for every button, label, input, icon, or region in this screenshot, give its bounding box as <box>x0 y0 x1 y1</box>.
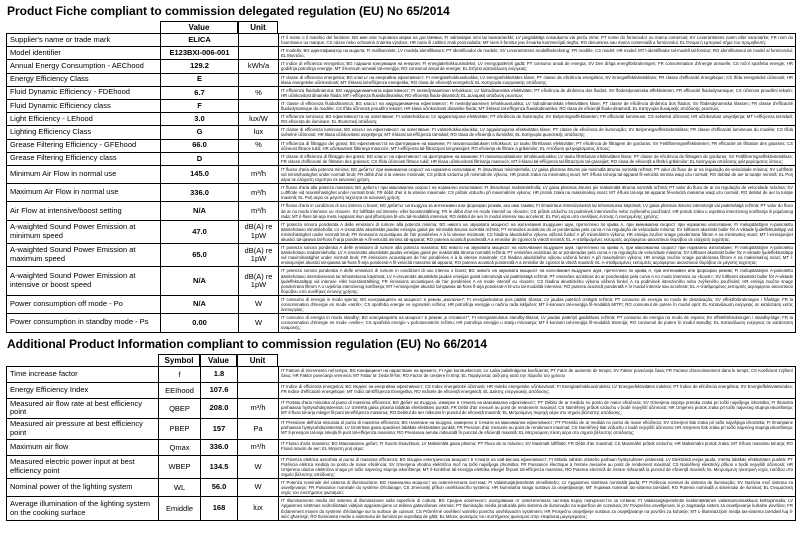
row-unit <box>239 99 279 112</box>
row-value: 145.0 <box>161 165 239 183</box>
row-translations: IT flusso d'aria in condizioni di uso intenso o boost; BG дебитът на въздуха за интензивен или форсиран режим, ако има такива; FI ilmavirtaus intensiivisessä tai tehostetussa käytössä; LV gaisa plūsmas ātrums intensīvajā vai paātrinātajā režīmā; PT valor do fluxo de ar no modo intensivo ou «boost»; SV luftflöde vid intensiv- eller boostinställning; FR le débit d'air en mode intensif ou «boost»; CS průtok vzduchu za podmínek intenzivního nebo zvýšeného používání; HR protok zraka u uvjetima intenzivnog korištenja ili pojačanog rada; MT il-fluss tal-arja meta l-apparat ikun qed jiffunzjona bl-użu tal-modalità intensiva; RO debitul de aer în modul intensiv sau accelerat; EL Ροή αέρα υπό συνθήκες έντονης ή ενισχυμένης χρήσης; <box>279 202 796 220</box>
row-translations: IT classe di efficienza energetica; BG класът на енергийна ефективност; FI energiatehokkuusluokka; LV energoefektivitātes klase; PT classe de eficiência energética; SV Energieffektivitetsklass; FR classe d'efficacité énergétique; CS třída energetické účinnosti; HR klasa energetske učinkovitosti; MT il-klassi tal-effiċjenza enerġetika; RO clasa de eficiență energetică; EL Κατηγορία ενεργειακής απόδοσης; <box>279 73 796 86</box>
row-label: Fluid Dynamic Efficiency - FDEhood <box>7 86 161 99</box>
row-label: Measured air flow rate at best efficiency point <box>7 398 159 419</box>
fiche-header-value: Value <box>160 21 238 34</box>
row-unit: Pa <box>238 419 279 440</box>
row-translations: IT Fattore di incremento nel tempo; BG Коефициент на нарастване на времето; FI Ajan korotuskerroin; LV Laika palielinājuma koeficients; PT Fator de aumento de tempo; SV Faktor povećanja časa; FR Facteur d'accroissement dans le temps; CS Koeficient zvýšení času; HR Faktor povećanja vremena; MT Fattur ta' żieda fil-ħin; RO Factor de creștere în timp; EL Παράγοντας αύξησης κατά την πάροδο του χρόνου <box>279 366 796 382</box>
table-row <box>7 314 796 332</box>
row-label: A-waighted Sound Power Emission at intensive or boost speed <box>7 267 161 295</box>
row-value: N/A <box>161 295 239 313</box>
row-label: Model identifier <box>7 47 161 60</box>
row-unit: % <box>239 139 279 152</box>
row-label: Grease Filtering Efficiency - GFEhood <box>7 139 161 152</box>
table-row <box>7 86 796 99</box>
row-translations: IT potenza sonora ponderata A delle emissioni di rumore alla potenza minima; BG нивото на звуковата мощност на излъчвания въздушен шум, претеглено по крива A, при минимална скорост при нормално използване; FI melupäästöjen A-painotettu äänitehotaso minimiteholla; LV A-izsvarotās akustiskās jaudas emisijas gaisā pie minimālā ātruma normālā režīmā; PT emissões acústicas do ar ponderadas pela curva A na regulação de velocidade mínima; SV luftburet akustiskt buller för A-viktade ljudeffektutsläpp vid minimihastighet under normalt bruk; FR émissions acoustiques de l'air pondérées A à la vitesse minimale; CS hladina akustického výkonu vážená funkcí A při minimálním výkonu; HR emisija zvučne snage ponderirana filtrom A na minimalnoj snazi; MT l-emissjonijiet akustiċi tal-qawwa tal-ħoss fl-arja ponderati-A fil-veloċità minima tal-apparat; RO puterea acustică ponderată A a emisiilor de zgomot la viteză minimă; EL Α-σταθμισμένες εκπομπές αερόφερτου ακουστικού θορύβου σε ελάχιστη ταχύτητα; <box>279 220 796 243</box>
row-translations: IT Portata d'aria misurata al punto di massima efficienza; BG Дебит на въздуха, измерен в точката на максимална ефективност; PT Débito de ar medido no ponto de maior eficiência; SV Izmerjena stopnja pretoka zraka pri točki najvišjega izkoristka; FI Ilmavirta parhaassa hyötysuhdepisteessä; LV Izmērītā gaisa plūsma labākās efektivitātes punktā; FR Débit d'air mesuré au point de rendement maximal; CS Naměřený průtok vzduchu v bodě nejvyšší účinnosti; HR Izmjereni protok zraka pri točki najvećeg stupnja iskorištenja; MT Il-fluss tal-arja mkejjel fil-punt tal-effiċjenza massima; RO Debitul de aer măsurat în punctul de eficiență maximă; EL Μετρούμενη παροχή αέρα στο σημείο βέλτιστης απόδοσης; <box>279 398 796 419</box>
additional-header-unit: Unit <box>237 354 278 367</box>
row-value: ELICA <box>161 34 239 47</box>
row-label: Lighting Efficiency Class <box>7 126 161 139</box>
row-translations: IT classe di efficienza fluidodinamica; BG класът на хидродинамична ефективност; FI nestedynaaminen tehokkuusluokka; LV hidrodinamiskās efektivitātes klase; PT classe de eficiência dinâmica dos fluidos; SV flödesdynamiska klassen; FR classe d'efficacité fluidodynamique du modèle; CS třída účinnosti proudění tekutin; HR klasa učinkovitosti dinamike fluida; MT il-klassi tal-effiċjenza fluwidodinamika; RO clasa de eficiență fluido-dinamică; EL Κατηγορία δυναμικής απόδοσης ρευστών; <box>279 99 796 112</box>
row-label: Measured electric power input at best efficiency point <box>7 455 159 478</box>
row-value: 107.6 <box>201 382 238 398</box>
row-translations: IT flusso d'aria alla potenza minima; BG дебитът при минимална скорост на нормално използване; FI ilmavirtaus minimiteholla; LV gaisa plūsmas ātrums pie minimālā ātruma normālā režīmā; PT valor do fluxo de ar na regulação de velocidade mínima; SV Luftflöde vid minimihastighet under normalt bruk; FR débit d'air à la vitesse minimale; CS průtok vzduchu při minimálním výkonu; HR protok zraka na minimalnoj snazi; MT il-fluss tal-arja tal-apparat fil-veloċità minima waqt użu normali; RO debitul de aer la turație minimă; EL Ροή αέρα σε ελάχιστη ταχύτητα σε κανονική χρήση; <box>279 165 796 183</box>
row-symbol: PBEP <box>159 419 201 440</box>
row-label: Grease Filtering Efficiency class <box>7 152 161 165</box>
row-value: 336.0 <box>201 439 238 455</box>
row-value: 157 <box>201 419 238 440</box>
fiche-title: Product Fiche compliant to commission delegated regulation (EU) No 65/2014 <box>7 4 450 18</box>
row-translations: IT indice di efficienza energetica; BG годишна консумация на енергия; FI energiatehokkuusindeksi; LV energopatēriņš gadā; PT consumo anual de energia; SV Den årliga energiförbrukningen; FR consommation d'énergie annuelle; CS roční spotřeba energie; HR godišnja potrošnja energije; MT il-konsum annwali tal-enerġija; RO consumul anual de energie; EL Ετήσια κατανάλωση ενέργειας; <box>279 60 796 73</box>
additional-header-symbol: Symbol <box>158 354 200 367</box>
row-unit <box>238 382 279 398</box>
row-unit: lux/W <box>239 113 279 126</box>
row-label: Supplier's name or trade mark <box>7 34 161 47</box>
row-translations: IT potenza sonora ponderata A delle emissioni di rumore in condizioni di uso intenso o boost; BG нивото на звуковата мощност на излъчвания въздушен шум, претеглено по крива A, при интензивен или форсиран режим; FI melupäästöjen A-painotettu äänitehotaso intensiivisessä tai tehostetussa käytössä; LV A-izsvarotās akustiskās jaudas emisijas gaisā intensīvajā vai paātrinātajā režīmā; PT emissões acústicas do ar ponderadas pela curva A no modo intensivo ou «boost»; SV luftburet akustiskt buller för A-viktade ljudeffektutsläpp vid intensiv- eller boostinställning; FR émissions acoustiques de l'air pondérées A en mode intensif ou «boost»; CS hladina akustického výkonu vážená funkcí A za podmínek intenzivního nebo zvýšeného používání; HR emisija zvučne snage ponderirana filtrom A u uvjetima intenzivnog korištenja; MT l-emissjonijiet akustiċi tal-qawwa tal-ħoss fl-arja ponderati-A bl-użu tal-modalità intensiva; RO puterea acustică ponderată A în modul intensiv sau accelerat; EL Α-σταθμισμένες εκπομπές αερόφερτου ακουστικού θορύβου υπό συνθήκες έντονης χρήσης; <box>279 267 796 295</box>
row-label: Air Flow at intensive/boost setting <box>7 202 161 220</box>
row-unit <box>238 366 279 382</box>
row-unit <box>239 34 279 47</box>
row-value: 208.0 <box>201 398 238 419</box>
row-unit: W <box>239 295 279 313</box>
table-row <box>7 455 796 478</box>
table-row <box>7 34 796 47</box>
additional-title: Additional Product Information compliant to commission regulation (EU) No 66/2014 <box>7 336 488 351</box>
row-unit: dB(A) re 1pW <box>239 244 279 267</box>
table-row <box>7 60 796 73</box>
row-value: F <box>161 99 239 112</box>
row-unit <box>239 152 279 165</box>
row-label: Energy Efficiency Class <box>7 73 161 86</box>
row-symbol: Emiddle <box>159 497 201 520</box>
row-translations: IT classe di efficienza di filtraggio dei grassi; BG класът на ефективност на филтриране на мазнини; FI rasvansuodatuksen tehokkuusluokka; LV tauku filtrēšanas efektivitātes klase; PT classe de eficiência de filtragem de gorduras; SV Fettfiltreringseffektivitetsklass; FR classe d'efficacité de filtration des graisses; CS třída účinnosti filtrace tuků; HR klasa učinkovitosti filtriranja masnoće; MT il-klassi tal-effiċjenza tal-filtrazzjoni tal-grassijiet; RO clasa de eficiență a filtrării grăsimilor; EL Κατηγορία απόδοσης φιλτραρίσματος λίπους; <box>279 152 796 165</box>
row-value: E123BXI-006-001 <box>161 47 239 60</box>
additional-info-table <box>6 366 796 521</box>
table-row <box>7 244 796 267</box>
row-value: 129.2 <box>161 60 239 73</box>
row-unit: m³/h <box>238 398 279 419</box>
row-unit: % <box>239 86 279 99</box>
row-value: N/A <box>161 267 239 295</box>
table-row <box>7 165 796 183</box>
row-value: 56.0 <box>201 479 238 497</box>
table-row <box>7 382 796 398</box>
table-row <box>7 126 796 139</box>
table-row <box>7 220 796 243</box>
row-value: 3.0 <box>161 113 239 126</box>
row-label: Light Efficiency - LEhood <box>7 113 161 126</box>
row-translations: IT consumo di energia in modo spento; BG консумацията на мощност в режим „изключен“; FI energiankulutus pois päältä -tilassa; LV jaudas patēriņš izslēgtā režīmā; PT consumo de energia no modo de desativação; SV effektförbrukningen i frånläge; FR la consommation d'énergie en mode «arrêt»; CS spotřeba energie ve vypnutém režimu; HR potrošnja energije u načinu rada isključen; MT il-konsum tal-enerġija fil-modalità MITFI; RO consumul de putere în modul oprit; EL Κατανάλωση ενέργειας σε κατάσταση εκτός λειτουργίας; <box>279 295 796 313</box>
row-value: 47.0 <box>161 220 239 243</box>
row-translations: IT Indice di efficienza energetica; BG Индекс на енергийна ефективност; CS Index energetické účinnosti; HR Indeks energetske učinkovitosti; FI Energiatehokkuusindeksi; LV Energoefektivitātes indekss; PT Índice de eficiência energética; SV Energieffektivitetsindex; FR Indice d'efficacité énergétique; MT Indiċi tal-Effiċjenza Enerġetika; RO Indicele de eficiență energetică; EL Δείκτης ενεργειακής απόδοσης; <box>279 382 796 398</box>
row-unit: m³/h <box>239 184 279 202</box>
row-translations: IT Potenza nominale del sistema di illuminazione; BG Номинална мощност на осветителната система; FI Valaistusjärjestelmän nimellisteho; LV Apgaismes sistēmas nominālā jauda; PT Potência nominal do sistema de iluminação; SV Nazivna moč sistema za osvetljevanje; FR Puissance nominale du système d'éclairage; CS Jmenovitý příkon osvětlovacího systému; HR Nominalna snaga sustava za osvjetljavanje; MT Il-qawwa nominali tas-sistema tat-tidwil; RO Puterea nominală a sistemului de iluminat; EL Ονομαστική ισχύς του συστήματος φωτισμού; <box>279 479 796 497</box>
row-translations: IT efficienza luminosa; BG ефективността на осветяване; FI valotehokkuus; LV apgaismojuma efektivitāte; PT eficiência de iluminação; SV Belysningseffektiviteten; FR efficacité lumineuse; CS světelná účinnost; HR učinkovitost osvjetljenja; MT l-effiċjenza tat-tidwil; RO eficiența de iluminare; EL Φωτιστική απόδοση; <box>279 113 796 126</box>
table-row <box>7 184 796 202</box>
row-unit: m³/h <box>239 202 279 220</box>
row-unit <box>239 73 279 86</box>
row-value: 134.5 <box>201 455 238 478</box>
row-unit: lux <box>239 126 279 139</box>
row-translations: IT classe di efficienza luminosa; BG класът на ефективност на осветяване; FI valotehokkuusluokka; LV apgaismojuma efektivitātes klase; PT classe de eficiência de iluminação; SV Belysningseffektivitetsklass; FR classe d'efficacité lumineuse du modèle; CS třída světelné účinnosti; HR klasa učinkovitosti osvjetljenja; MT il-klassi tal-effiċjenza tat-tidwil; RO clasa de eficiență a iluminării; EL Κατηγορία φωτιστικής απόδοσης; <box>279 126 796 139</box>
row-value: 66.0 <box>161 139 239 152</box>
row-unit: W <box>239 314 279 332</box>
row-symbol: EEIhood <box>159 382 201 398</box>
table-row <box>7 497 796 520</box>
row-translations: IT consumo di energia in modo standby; BG консумацията на мощност в режим „в готовност“; FI energiankulutus standby-tilassa; LV jaudas patēriņš gaidstāves režīmā; PT consumo de energia no modo de espera; SV effektförbrukningen i standby-läge; FR la consommation d'énergie en mode «veille»; CS spotřeba energie v pohotovostním režimu; HR potrošnja energije u stanju mirovanja; MT il-konsum tal-enerġija fil-modalità Stennija; RO consumul de putere în modul standby; EL Κατανάλωση ενέργειας σε κατάσταση αναμονής; <box>279 314 796 332</box>
row-translations: IT il nome o il marchio del fornitore; BG име или търговска марка на доставчика; FI valmistajan nimi tai tavaramerkki; LV piegādātāja nosaukums vai preču zīme; PT nome do fornecedor ou marca comercial; SV Leverantörens namn eller varumärke; FR nom du fournisseur ou marque; CS název nebo ochranná známka výrobce; HR naziv ili zaštitni znak proizvođača; MT isem il-fornitur jew il-marka kummerċjali tiegħu; RO denumirea sau marca comercială a furnizorului; EL Όνομα ή εμπορικό σήμα του προμηθευτή; <box>279 34 796 47</box>
additional-header-value: Value <box>200 354 237 367</box>
row-value: 65.0 <box>161 244 239 267</box>
product-fiche-table <box>6 33 796 333</box>
row-translations: IT efficienza fluidodinamica; BG хидродинамичната ефективност; FI nestedynaaminen tehokkuus; LV hidrodinamiskā efektivitāte; PT eficiência de dinâmica dos fluidos; SV flödesdynamiska effektiviteten; FR efficacité fluidodynamique; CS účinnost proudění tekutin; HR učinkovitost dinamike fluida; MT l-effiċjenza fluwidodinamika; RO eficiența fluido-dinamică; EL Δυναμική απόδοση ρευστών; <box>279 86 796 99</box>
table-row <box>7 139 796 152</box>
table-row <box>7 295 796 313</box>
row-symbol: Qmax <box>159 439 201 455</box>
table-row <box>7 479 796 497</box>
row-value: E <box>161 73 239 86</box>
table-row <box>7 113 796 126</box>
row-unit: kWh/a <box>239 60 279 73</box>
table-row <box>7 419 796 440</box>
row-label: Power consumption in standby mode - Ps <box>7 314 161 332</box>
row-label: Power consumption off mode - Po <box>7 295 161 313</box>
table-row <box>7 366 796 382</box>
row-unit: W <box>238 479 279 497</box>
table-row <box>7 202 796 220</box>
row-label: Time increase factor <box>7 366 159 382</box>
row-translations: IT flusso d'aria alla potenza massima; BG дебитът при максимална скорост на нормално използване; FI ilmavirtaus maksimiteholla; LV gaisa plūsmas ātrums pie maksimālā ātruma normālā režīmā; PT valor do fluxo de ar na regulação de velocidade máxima; SV Luftflöde vid maximihastighet under normalt bruk; FR débit d'air à la vitesse maximale; CS průtok vzduchu při maximálním výkonu; HR protok zraka na maksimalnoj snazi; MT il-fluss tal-arja tal-apparat fil-veloċità massima waqt użu normali; RO debitul de aer la turație maximă; EL Ροή αέρα σε μέγιστη ταχύτητα σε κανονική χρήση; <box>279 184 796 202</box>
row-unit: W <box>238 455 279 478</box>
row-label: Maximum air flow <box>7 439 159 455</box>
row-translations: IT potenza sonora ponderata A delle emissioni di rumore alla potenza massima; BG нивото на звуковата мощност на излъчвания въздушен шум, претеглено по крива A, при максимална скорост при нормално използване; FI melupäästöjen A-painotettu äänitehotaso maksimiteholla; LV A-izsvarotās akustiskās jaudas emisijas gaisā pie maksimālā ātruma normālā režīmā; PT emissões acústicas do ar ponderadas pela curva A na regulação de velocidade máxima; SV luftburet akustiskt buller för A-viktade ljudeffektutsläpp vid maximihastighet under normalt bruk; FR émissions acoustiques de l'air pondérées A à la vitesse maximale; CS hladina akustického výkonu vážená funkcí A při maximálním výkonu; HR emisija zvučne snage ponderirana filtrom A na maksimalnoj snazi; MT l-emissjonijiet akustiċi tal-qawwa tal-ħoss fl-arja ponderati-A fil-veloċità massima tal-apparat; RO puterea acustică ponderată A a emisiilor de zgomot la viteză maximă; EL Α-σταθμισμένες εκπομπές αερόφερτου ακουστικού θορύβου σε μέγιστη ταχύτητα; <box>279 244 796 267</box>
row-label: Annual Energy Consumption - AEChood <box>7 60 161 73</box>
row-translations: IT modello; BG идентификатор на модела; FI mallitunniste; LV modeļa identifikators; PT identificador de modelo; SV Leverantörens modellbeteckning; FR modèle; CS model; HR model; MT l-identifikatur tal-mudell tal-fornitur; RO identificatorul de model al furnizorului; EL Μοντέλο; <box>279 47 796 60</box>
row-unit: m³/h <box>238 439 279 455</box>
table-row <box>7 99 796 112</box>
row-label: Measured air pressure at best efficiency point <box>7 419 159 440</box>
row-value: N/A <box>161 202 239 220</box>
row-unit: lux <box>238 497 279 520</box>
row-symbol: WBEP <box>159 455 201 478</box>
table-row <box>7 47 796 60</box>
table-row <box>7 267 796 295</box>
row-unit: dB(A) re 1pW <box>239 267 279 295</box>
row-translations: IT efficienza di filtraggio dei grassi; BG ефективността на филтриране на мазнини; FI rasvansuodatuksen tehokkuus; LV tauku filtrēšanas efektivitāte; PT eficiência de filtragem de gorduras; SV Fettfiltreringseffektiviteten; FR efficacité de filtration des graisses; CS účinnost filtrace tuků; HR učinkovitost filtriranja masnoće; MT l-effiċjenza tal-filtrazzjoni tal-grassijiet; RO eficiența de filtrare a grăsimilor; EL Απόδοση φιλτραρίσματος λίπους; <box>279 139 796 152</box>
row-label: Fluid Dynamic Efficiency class <box>7 99 161 112</box>
row-label: Minimum Air Flow in normal use <box>7 165 161 183</box>
row-value: 0.00 <box>161 314 239 332</box>
table-row <box>7 152 796 165</box>
table-row <box>7 73 796 86</box>
row-translations: IT Flusso d'aria massimo; BG Максимален дебит; FI Suurin ilmavirtaus; LV Maksimālā gaisa plūsma; PT Fluxo de ar máximo; SV Maximalt luftflöde; FR Débit d'air maximal; CS Maximální průtok vzduchu; HR Maksimalni protok zraka; MT Il-fluss massimu tal-arja; RO Fluxul maxim de aer; EL Μέγιστη ροή αέρα; <box>279 439 796 455</box>
row-label: A-waighted Sound Power Emission at minimum speed <box>7 220 161 243</box>
table-row <box>7 398 796 419</box>
table-row <box>7 439 796 455</box>
row-value: 1.8 <box>201 366 238 382</box>
row-symbol: WL <box>159 479 201 497</box>
fiche-header-unit: Unit <box>238 21 278 34</box>
row-value: 6.7 <box>161 86 239 99</box>
row-value: 168 <box>201 497 238 520</box>
row-unit: dB(A) re 1pW <box>239 220 279 243</box>
row-label: Energy Efficiency Index <box>7 382 159 398</box>
row-value: D <box>161 152 239 165</box>
row-symbol: QBEP <box>159 398 201 419</box>
row-translations: IT Pressione dell'aria misurata al punto di massima efficienza; BG Налягане на въздуха, измерено в точката на максимална ефективност; PT Pressão de ar medida no ponto de maior eficiência; SV Izmerjeni tlak zraka pri točki najvišjega izkoristka; FI Ilmanpaine parhaassa hyötysuhdepisteessä; LV Izmērītais gaisa spiediens labākās efektivitātes punktā; FR Pression d'air mesurée au point de rendement maximal; CS Naměřený tlak vzduchu v bodě nejvyšší účinnosti; HR Izmjereni tlak zraka pri točki najvećeg stupnja iskorištenja; MT Il-pressjoni tal-arja mkejla fil-punt tal-effiċjenza massima; RO Presiunea aerului măsurată în punctul de eficiență maximă; EL Μετρούμενη πίεση αέρα στο σημείο βέλτιστης απόδοσης; <box>279 419 796 440</box>
row-value: G <box>161 126 239 139</box>
row-value: 336.0 <box>161 184 239 202</box>
row-label: Maximum Air Flow in normal use <box>7 184 161 202</box>
row-label: Average illumination of the lighting system on the cooking surface <box>7 497 159 520</box>
row-translations: IT Potenza elettrica assorbita al punto di massima efficienza; BG Входна електрическа мощност в точката на най-висока ефективност; FI Mitattu sähkön ottoteho parhaan hyötysuhteen pisteessä; LV Elektriskā ieejas jauda, mērīta labākās efektivitātes punktā; PT Potência elétrica medida no ponto de maior eficiência; SV Izmerjena vhodna električna moč na točki najvišjega izkoristka; FR Puissance électrique à l'entrée mesurée au point de rendement maximal; CS Naměřený elektrický příkon v bodě nejvyšší účinnosti; HR Izmjerena ulazna električna snaga pri točki najvećeg stupnja iskorištenja; MT Il-kontribut tal-enerġija elettrika mkejjel fil-punt tal-effiċjenza massima; RO Puterea electrică de intrare măsurată la punctul de eficiență maximă; EL Μετρούμενη ηλεκτρική ισχύς εισόδου στο σημείο βέλτιστης απόδοσης; <box>279 455 796 478</box>
row-label: Nominal power of the lighting system <box>7 479 159 497</box>
row-label: A-waighted Sound Power Emission at maximum speed <box>7 244 161 267</box>
row-unit: m³/h <box>239 165 279 183</box>
row-translations: IT Illuminamento medio del sistema di illuminazione sulla superficie di cottura; BG Средна осветеност, осигурявана от осветителната система върху повърхността за готвене; FI Valaistusjärjestelmän keskimääräinen valaistusvoimakkuus keittopinnalla; LV Apgaismes sistēmas nodrošinātais vidējais apgaismojums uz ēdiena gatavošanas virsmas; PT Iluminação média produzida pelo sistema de iluminação na superfície de cozedura; SV Povprečna osvetljenost, ki jo zagotavlja sistem za osvetljevanje kuhalne površine; FR Éclairement moyen du système d'éclairage sur la surface de cuisson; CS Průměrné osvětlení varného povrchu osvětlovacím systémem; HR Prosječno osvjetljenje sustava za osvjetljavanje na površini za kuhanje; MT L-illuminazzjoni medja tas-sistema tat-tidwil fuq il-wiċċ għat-tisjir; RO Iluminarea medie a sistemului de iluminat pe suprafața de gătit; EL Μέσος φωτισμός του συστήματος φωτισμού στην επιφάνεια μαγειρέματος; <box>279 497 796 520</box>
row-unit <box>239 47 279 60</box>
row-symbol: f <box>159 366 201 382</box>
